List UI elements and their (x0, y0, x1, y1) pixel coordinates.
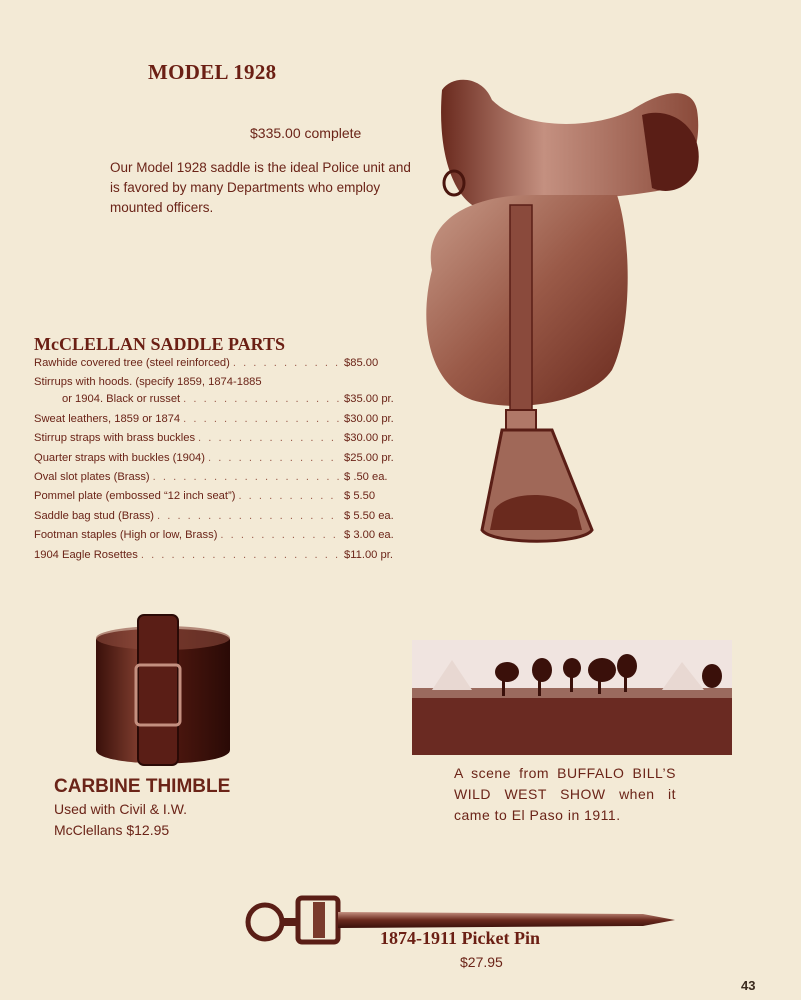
list-item (34, 376, 406, 393)
part-price: $ 5.50 (344, 490, 376, 503)
saddle-photo (412, 70, 712, 550)
list-item (34, 490, 406, 509)
part-price: $35.00 pr. (344, 393, 394, 406)
list-item (34, 549, 406, 568)
part-name: Oval slot plates (Brass) (34, 470, 150, 483)
leader-dots (208, 452, 341, 464)
leader-dots (157, 510, 341, 522)
photo-caption: A scene from BUFFALO BILL’S WILD WEST SHOW when it came to El Paso in 1911. (454, 765, 676, 823)
list-item (34, 471, 406, 490)
list-item (34, 413, 406, 432)
list-item (34, 357, 406, 376)
model-title: MODEL 1928 (148, 60, 277, 84)
part-price: $30.00 pr. (344, 412, 394, 425)
thimble-line-2: McClellans $12.95 (54, 822, 170, 838)
part-name: Footman staples (High or low, Brass) (34, 529, 218, 542)
part-price: $25.00 pr. (344, 451, 394, 464)
model-price: $335.00 complete (250, 125, 362, 141)
part-price: $30.00 pr. (344, 432, 394, 445)
leader-dots (141, 549, 341, 561)
leader-dots (183, 413, 341, 425)
leader-dots (183, 393, 341, 405)
part-name: Stirrups with hoods. (specify 1859, 1874-1885 (34, 376, 262, 389)
model-description: Our Model 1928 saddle is the ideal Police unit and is favored by many Departments who employ mounted officers. (110, 160, 411, 215)
parts-title: McCLELLAN SADDLE PARTS (34, 334, 286, 354)
parts-price-list (34, 357, 406, 568)
list-item (34, 510, 406, 529)
part-name: or 1904. Black or russet (62, 393, 181, 406)
picket-pin-title: 1874-1911 Picket Pin (380, 928, 540, 948)
part-name: Pommel plate (embossed “12 inch seat”) (34, 490, 236, 503)
leader-dots (238, 490, 341, 502)
part-price: $ 5.50 ea. (344, 509, 394, 522)
list-item (34, 529, 406, 548)
picket-pin-price: $27.95 (460, 954, 503, 970)
leader-dots (198, 432, 341, 444)
carbine-thimble-title: CARBINE THIMBLE (54, 776, 231, 797)
part-name: Stirrup straps with brass buckles (34, 432, 196, 445)
part-name: Saddle bag stud (Brass) (34, 509, 155, 522)
carbine-thimble-photo (88, 610, 238, 770)
leader-dots (220, 529, 341, 541)
part-price: $85.00 (344, 357, 379, 369)
part-price: $11.00 pr. (344, 548, 393, 561)
list-item (34, 393, 406, 412)
page-number: 43 (741, 978, 756, 993)
part-price: $ 3.00 ea. (344, 529, 394, 542)
carbine-thimble-description (54, 799, 264, 841)
part-name: 1904 Eagle Rosettes (34, 548, 138, 561)
leader-dots (233, 357, 341, 369)
list-item (34, 432, 406, 451)
thimble-line-1: Used with Civil & I.W. (54, 801, 188, 817)
part-name: Sweat leathers, 1859 or 1874 (34, 412, 181, 425)
list-item (34, 452, 406, 471)
leader-dots (153, 471, 341, 483)
wild-west-show-photo (412, 640, 732, 755)
part-name: Quarter straps with buckles (1904) (34, 451, 205, 464)
part-name: Rawhide covered tree (steel reinforced) (34, 357, 230, 369)
part-price: $ .50 ea. (344, 470, 388, 483)
